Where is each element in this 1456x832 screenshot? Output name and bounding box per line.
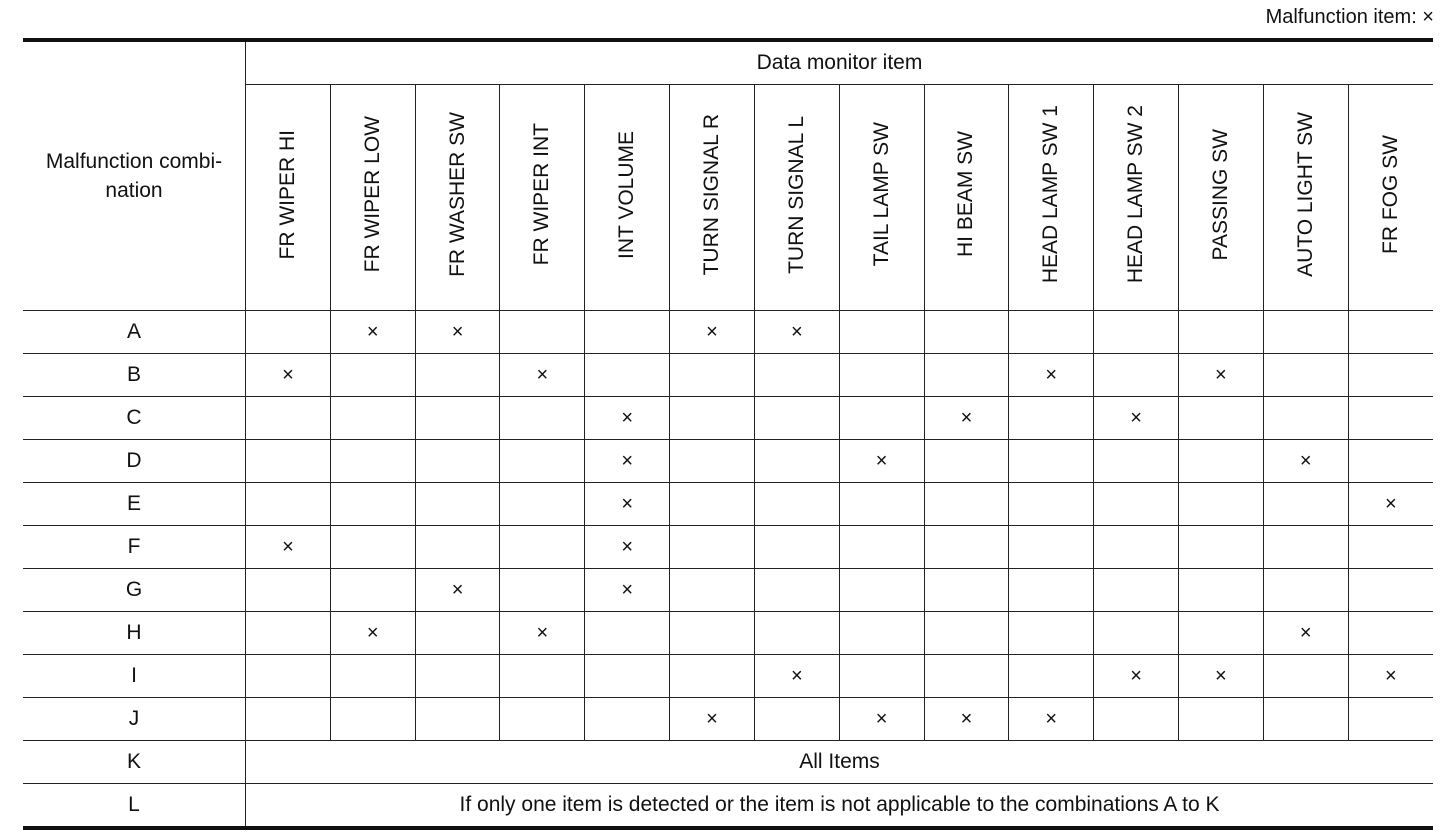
table-cell bbox=[246, 397, 331, 440]
table-cell bbox=[924, 483, 1009, 526]
column-header bbox=[1263, 85, 1348, 311]
table-cell bbox=[754, 354, 839, 397]
column-header bbox=[839, 85, 924, 311]
malfunction-mark: × bbox=[1215, 364, 1227, 386]
table-cell bbox=[1348, 612, 1433, 655]
row-label-header-line1: Malfunction combi- bbox=[45, 150, 223, 173]
table-cell bbox=[330, 440, 415, 483]
table-cell bbox=[839, 698, 924, 741]
table-cell bbox=[670, 655, 755, 698]
row-label: G bbox=[23, 569, 246, 612]
malfunction-mark: × bbox=[621, 493, 633, 515]
table-row bbox=[23, 483, 1433, 526]
table-cell bbox=[585, 655, 670, 698]
table-cell bbox=[1009, 526, 1094, 569]
table-cell bbox=[246, 612, 331, 655]
table-cell bbox=[330, 483, 415, 526]
malfunction-mark: × bbox=[282, 536, 294, 558]
span-cell: All Items bbox=[246, 741, 1434, 784]
row-label: I bbox=[23, 655, 246, 698]
column-header-label: FR WASHER SW bbox=[445, 112, 469, 277]
table-cell bbox=[1094, 526, 1179, 569]
table-cell bbox=[1009, 612, 1094, 655]
malfunction-mark: × bbox=[1130, 665, 1142, 687]
malfunction-mark: × bbox=[282, 364, 294, 386]
table-cell bbox=[839, 526, 924, 569]
row-label: J bbox=[23, 698, 246, 741]
table-cell bbox=[924, 612, 1009, 655]
table-cell bbox=[1178, 397, 1263, 440]
table-cell bbox=[415, 311, 500, 354]
table-cell bbox=[330, 698, 415, 741]
table-cell bbox=[1178, 311, 1263, 354]
span-cell: If only one item is detected or the item is not applicable to the combinations A to K bbox=[246, 784, 1434, 829]
table-cell bbox=[246, 440, 331, 483]
table-cell bbox=[1348, 526, 1433, 569]
table-cell bbox=[1348, 440, 1433, 483]
malfunction-mark: × bbox=[621, 450, 633, 472]
malfunction-mark: × bbox=[536, 364, 549, 386]
table-cell bbox=[924, 698, 1009, 741]
table-cell bbox=[330, 655, 415, 698]
column-header-label: HI BEAM SW bbox=[954, 131, 978, 258]
column-header bbox=[754, 85, 839, 311]
table-cell bbox=[246, 569, 331, 612]
column-header-label: AUTO LIGHT SW bbox=[1293, 112, 1317, 277]
table-cell bbox=[924, 311, 1009, 354]
row-label-header bbox=[23, 40, 246, 311]
table-cell bbox=[500, 311, 585, 354]
column-header-label: FR FOG SW bbox=[1378, 135, 1402, 254]
legend: Malfunction item: × bbox=[1265, 6, 1434, 28]
table-cell bbox=[585, 354, 670, 397]
table-cell bbox=[1009, 354, 1094, 397]
table-cell bbox=[246, 526, 331, 569]
column-header bbox=[1094, 85, 1179, 311]
malfunction-mark: × bbox=[621, 536, 633, 558]
table-cell bbox=[1009, 483, 1094, 526]
malfunction-mark: × bbox=[1299, 622, 1312, 644]
column-header bbox=[1009, 85, 1094, 311]
table-cell bbox=[500, 655, 585, 698]
table-cell bbox=[500, 569, 585, 612]
malfunction-combination-table bbox=[23, 38, 1433, 830]
column-header bbox=[924, 85, 1009, 311]
table-cell bbox=[670, 526, 755, 569]
table-cell bbox=[330, 311, 415, 354]
table-cell bbox=[330, 569, 415, 612]
table-cell bbox=[1178, 440, 1263, 483]
table-cell bbox=[246, 483, 331, 526]
table-cell bbox=[754, 526, 839, 569]
table-cell bbox=[754, 569, 839, 612]
table-cell bbox=[1263, 354, 1348, 397]
table-cell bbox=[754, 397, 839, 440]
table-cell bbox=[839, 311, 924, 354]
malfunction-mark: × bbox=[1384, 493, 1397, 515]
table-cell bbox=[754, 655, 839, 698]
malfunction-mark: × bbox=[366, 321, 379, 343]
row-label: A bbox=[23, 311, 246, 354]
table-cell bbox=[754, 612, 839, 655]
table-row bbox=[23, 741, 1433, 784]
malfunction-mark: × bbox=[536, 622, 549, 644]
malfunction-mark: × bbox=[1215, 665, 1227, 687]
table-cell bbox=[1094, 698, 1179, 741]
table-cell bbox=[670, 397, 755, 440]
table-cell bbox=[1348, 397, 1433, 440]
table-row bbox=[23, 655, 1433, 698]
table-cell bbox=[924, 440, 1009, 483]
table-cell bbox=[246, 311, 331, 354]
malfunction-mark: × bbox=[790, 321, 803, 343]
table-cell bbox=[330, 526, 415, 569]
table-cell bbox=[670, 440, 755, 483]
table-cell bbox=[1094, 354, 1179, 397]
malfunction-mark: × bbox=[366, 622, 379, 644]
row-label: F bbox=[23, 526, 246, 569]
table-cell bbox=[1348, 698, 1433, 741]
table-cell bbox=[1094, 655, 1179, 698]
malfunction-mark: × bbox=[1130, 407, 1142, 429]
table-cell bbox=[670, 569, 755, 612]
table-cell bbox=[1094, 483, 1179, 526]
table-cell bbox=[585, 569, 670, 612]
column-header bbox=[1178, 85, 1263, 311]
table-row bbox=[23, 784, 1433, 829]
column-header-label: INT VOLUME bbox=[615, 130, 639, 259]
table-cell bbox=[500, 526, 585, 569]
table-row bbox=[23, 569, 1433, 612]
table-cell bbox=[1263, 483, 1348, 526]
column-header-label: TURN SIGNAL L bbox=[784, 115, 808, 274]
table-cell bbox=[670, 698, 755, 741]
header-row bbox=[23, 40, 1433, 85]
column-header bbox=[246, 85, 331, 311]
table-cell bbox=[585, 397, 670, 440]
table-cell bbox=[1009, 440, 1094, 483]
table-cell bbox=[670, 483, 755, 526]
table-row bbox=[23, 440, 1433, 483]
table-cell bbox=[1348, 655, 1433, 698]
table-cell bbox=[500, 483, 585, 526]
column-header-label: PASSING SW bbox=[1208, 128, 1232, 261]
table-cell bbox=[924, 655, 1009, 698]
malfunction-mark: × bbox=[875, 708, 888, 730]
table-cell bbox=[500, 698, 585, 741]
row-label: K bbox=[23, 741, 246, 784]
row-label-header-line2: nation bbox=[105, 179, 163, 202]
table-cell bbox=[415, 526, 500, 569]
table-cell bbox=[1348, 483, 1433, 526]
table-cell bbox=[585, 698, 670, 741]
row-label: C bbox=[23, 397, 246, 440]
row-label: L bbox=[23, 784, 246, 829]
malfunction-mark: × bbox=[1045, 708, 1058, 730]
table-cell bbox=[670, 354, 755, 397]
table-cell bbox=[1348, 354, 1433, 397]
table-cell bbox=[754, 440, 839, 483]
table-row bbox=[23, 698, 1433, 741]
row-label: E bbox=[23, 483, 246, 526]
table-cell bbox=[415, 483, 500, 526]
table-cell bbox=[500, 397, 585, 440]
table-row bbox=[23, 397, 1433, 440]
table-cell bbox=[585, 311, 670, 354]
table-cell bbox=[1263, 612, 1348, 655]
column-header-label: HEAD LAMP SW 2 bbox=[1124, 105, 1148, 284]
table-cell bbox=[330, 397, 415, 440]
table-row bbox=[23, 311, 1433, 354]
table-cell bbox=[1348, 311, 1433, 354]
table-cell bbox=[415, 440, 500, 483]
table-cell bbox=[839, 354, 924, 397]
table-cell bbox=[1263, 526, 1348, 569]
malfunction-mark: × bbox=[1299, 450, 1312, 472]
malfunction-mark: × bbox=[1384, 665, 1397, 687]
column-header-label: FR WIPER INT bbox=[530, 123, 554, 266]
data-monitor-group-header: Data monitor item bbox=[246, 40, 1434, 85]
column-header-label: TURN SIGNAL R bbox=[699, 113, 723, 276]
table-cell bbox=[415, 569, 500, 612]
table-cell bbox=[415, 397, 500, 440]
table-cell bbox=[585, 483, 670, 526]
column-header-label: HEAD LAMP SW 1 bbox=[1039, 105, 1063, 284]
table-cell bbox=[1009, 311, 1094, 354]
table-cell bbox=[1178, 612, 1263, 655]
table-cell bbox=[839, 397, 924, 440]
column-header bbox=[585, 85, 670, 311]
table-cell bbox=[246, 655, 331, 698]
table-cell bbox=[1094, 569, 1179, 612]
column-header-label: FR WIPER HI bbox=[275, 129, 299, 260]
malfunction-mark: × bbox=[451, 579, 464, 601]
table-cell bbox=[1263, 569, 1348, 612]
table-cell bbox=[330, 354, 415, 397]
table-cell bbox=[670, 311, 755, 354]
table-cell bbox=[1009, 698, 1094, 741]
table-cell bbox=[1178, 526, 1263, 569]
table-cell bbox=[585, 612, 670, 655]
table-cell bbox=[1348, 569, 1433, 612]
column-header bbox=[1348, 85, 1433, 311]
column-header bbox=[500, 85, 585, 311]
table-cell bbox=[585, 526, 670, 569]
table-cell bbox=[415, 612, 500, 655]
malfunction-mark: × bbox=[1045, 364, 1058, 386]
table-cell bbox=[1178, 698, 1263, 741]
table-cell bbox=[1263, 397, 1348, 440]
column-header-label: FR WIPER LOW bbox=[360, 116, 384, 273]
column-header bbox=[670, 85, 755, 311]
table-cell bbox=[839, 440, 924, 483]
table-cell bbox=[1009, 569, 1094, 612]
table-cell bbox=[924, 569, 1009, 612]
table-cell bbox=[415, 354, 500, 397]
table-cell bbox=[1178, 354, 1263, 397]
malfunction-mark: × bbox=[706, 708, 718, 730]
table-cell bbox=[500, 440, 585, 483]
table-cell bbox=[500, 354, 585, 397]
table-cell bbox=[754, 698, 839, 741]
table-cell bbox=[1178, 483, 1263, 526]
table-cell bbox=[1263, 440, 1348, 483]
table-cell bbox=[1094, 397, 1179, 440]
malfunction-mark: × bbox=[451, 321, 464, 343]
table-cell bbox=[246, 698, 331, 741]
table-cell bbox=[839, 612, 924, 655]
column-header bbox=[330, 85, 415, 311]
table-cell bbox=[585, 440, 670, 483]
table-cell bbox=[1263, 655, 1348, 698]
table-cell bbox=[1094, 311, 1179, 354]
table-cell bbox=[1009, 397, 1094, 440]
table-cell bbox=[924, 526, 1009, 569]
table-cell bbox=[839, 483, 924, 526]
row-label: B bbox=[23, 354, 246, 397]
malfunction-mark: × bbox=[875, 450, 888, 472]
table-cell bbox=[415, 698, 500, 741]
table-cell bbox=[754, 311, 839, 354]
table-cell bbox=[1263, 698, 1348, 741]
table-cell bbox=[1178, 655, 1263, 698]
table-cell bbox=[924, 397, 1009, 440]
table-cell bbox=[839, 569, 924, 612]
table-row bbox=[23, 612, 1433, 655]
table-row bbox=[23, 354, 1433, 397]
table-cell bbox=[839, 655, 924, 698]
table-cell bbox=[1094, 612, 1179, 655]
table-cell bbox=[754, 483, 839, 526]
row-label: D bbox=[23, 440, 246, 483]
column-header bbox=[415, 85, 500, 311]
table-cell bbox=[670, 612, 755, 655]
table-cell bbox=[1178, 569, 1263, 612]
malfunction-mark: × bbox=[790, 665, 803, 687]
malfunction-mark: × bbox=[621, 579, 633, 601]
table-cell bbox=[415, 655, 500, 698]
table-cell bbox=[1263, 311, 1348, 354]
column-header-label: TAIL LAMP SW bbox=[869, 122, 893, 267]
table-cell bbox=[330, 612, 415, 655]
table-cell bbox=[246, 354, 331, 397]
table-cell bbox=[500, 612, 585, 655]
table-cell bbox=[924, 354, 1009, 397]
malfunction-mark: × bbox=[960, 708, 973, 730]
table-cell bbox=[1094, 440, 1179, 483]
malfunction-mark: × bbox=[706, 321, 718, 343]
table-cell bbox=[1009, 655, 1094, 698]
table-row bbox=[23, 526, 1433, 569]
row-label: H bbox=[23, 612, 246, 655]
malfunction-mark: × bbox=[960, 407, 973, 429]
malfunction-mark: × bbox=[621, 407, 633, 429]
